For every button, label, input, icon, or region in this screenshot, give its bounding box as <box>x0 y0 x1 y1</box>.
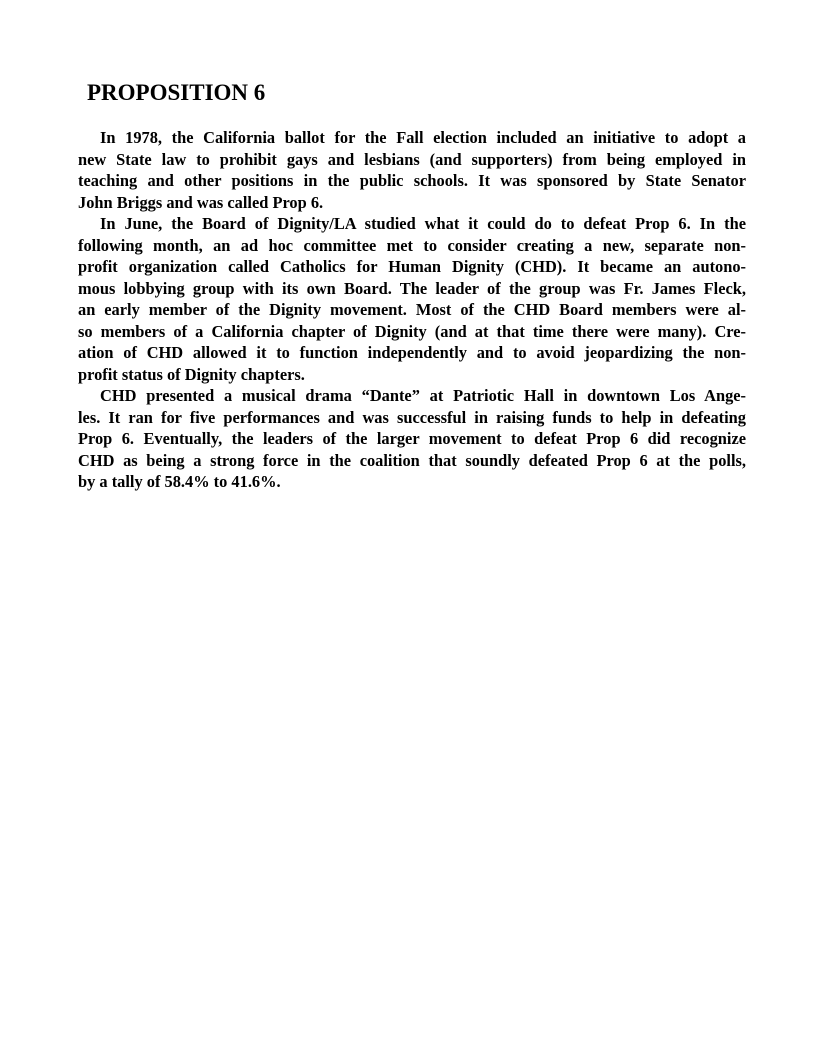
text-line: profit status of Dignity chapters. <box>78 364 305 384</box>
text-line: mous lobbying group with its own Board. The leader of the group was Fr. James Fleck, <box>78 278 746 298</box>
text-line: teaching and other positions in the public schools. It was sponsored by State Senator <box>78 171 746 190</box>
text-line: an early member of the Dignity movement. Most of the CHD Board members were al- <box>78 300 746 319</box>
text-line: new State law to prohibit gays and lesbians (and supporters) from being employed in <box>78 149 746 169</box>
text-line: les. It ran for five performances and was successful in raising funds to help in defeating <box>78 407 746 427</box>
text-line: In 1978, the California ballot for the Fall election included an initiative to adopt a <box>100 128 746 147</box>
body-text <box>78 127 746 493</box>
text-line: Prop 6. Eventually, the leaders of the larger movement to defeat Prop 6 did recognize <box>78 429 746 448</box>
text-line: so members of a California chapter of Dignity (and at that time there were many). Cre- <box>78 321 746 341</box>
text-line: In June, the Board of Dignity/LA studied what it could do to defeat Prop 6. In the <box>100 214 746 233</box>
text-line: following month, an ad hoc committee met to consider creating a new, separate non- <box>78 235 746 255</box>
page-title: PROPOSITION 6 <box>87 80 266 105</box>
text-line: CHD as being a strong force in the coalition that soundly defeated Prop 6 at the polls, <box>78 450 746 470</box>
text-line: by a tally of 58.4% to 41.6%. <box>78 472 281 491</box>
text-line: profit organization called Catholics for Human Dignity (CHD). It became an autono- <box>78 257 746 276</box>
text-line: ation of CHD allowed it to function independently and to avoid jeopardizing the non- <box>78 343 746 362</box>
text-line: John Briggs and was called Prop 6. <box>78 192 324 212</box>
text-line: CHD presented a musical drama “Dante” at Patriotic Hall in downtown Los Ange- <box>100 386 746 405</box>
